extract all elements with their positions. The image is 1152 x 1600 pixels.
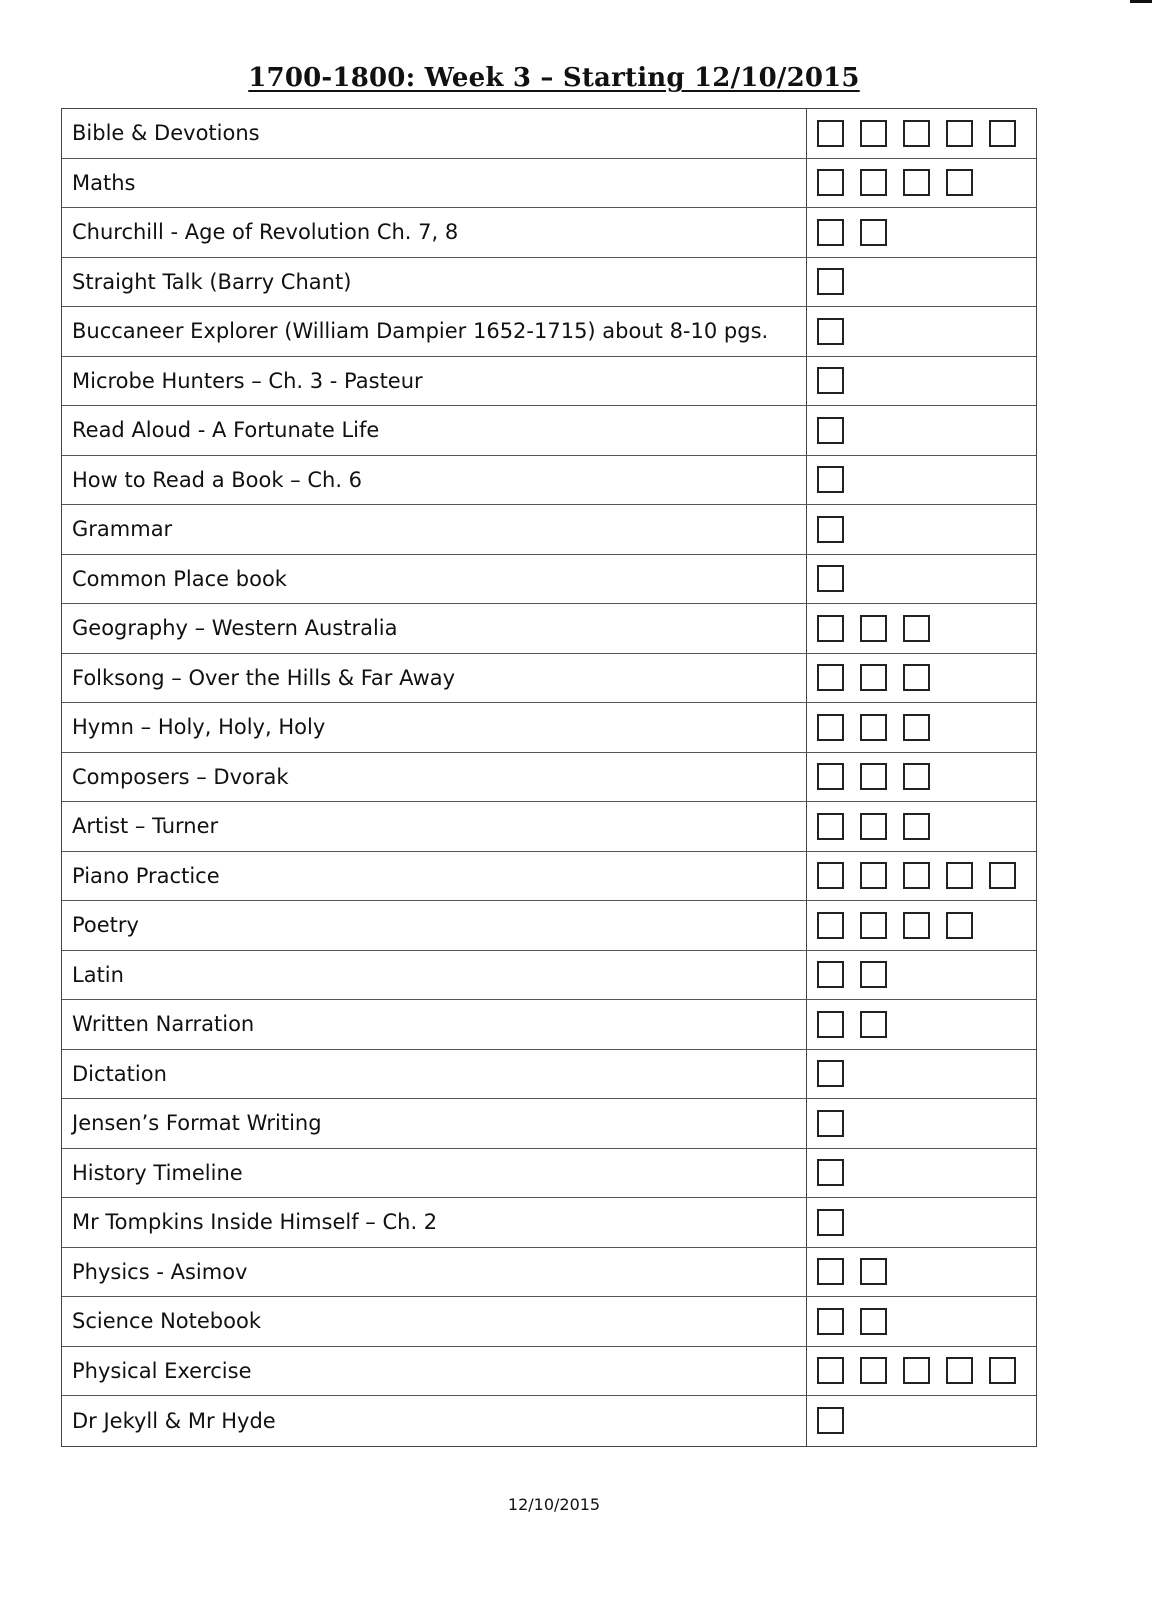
task-checkbox[interactable] xyxy=(903,1357,930,1384)
checklist-row xyxy=(62,258,1036,308)
task-label: Physics - Asimov xyxy=(62,1248,807,1297)
task-checkbox[interactable] xyxy=(817,219,844,246)
task-checkbox[interactable] xyxy=(903,912,930,939)
checkbox-group xyxy=(807,654,1036,703)
task-checkbox[interactable] xyxy=(817,1209,844,1236)
checklist-row xyxy=(62,555,1036,605)
task-checkbox[interactable] xyxy=(860,120,887,147)
task-checkbox[interactable] xyxy=(817,367,844,394)
checklist-row xyxy=(62,109,1036,159)
task-checkbox[interactable] xyxy=(903,763,930,790)
task-checkbox[interactable] xyxy=(946,169,973,196)
checkbox-group xyxy=(807,555,1036,604)
task-label: Read Aloud - A Fortunate Life xyxy=(62,406,807,455)
task-label: Bible & Devotions xyxy=(62,109,807,158)
task-checkbox[interactable] xyxy=(817,120,844,147)
weekly-checklist-table xyxy=(61,108,1037,1447)
task-checkbox[interactable] xyxy=(903,120,930,147)
checkbox-group xyxy=(807,802,1036,851)
task-checkbox[interactable] xyxy=(860,1357,887,1384)
checklist-row xyxy=(62,852,1036,902)
checkbox-group xyxy=(807,604,1036,653)
task-label: Maths xyxy=(62,159,807,208)
task-checkbox[interactable] xyxy=(903,664,930,691)
checkbox-group xyxy=(807,1000,1036,1049)
checklist-row xyxy=(62,753,1036,803)
scan-corner-mark xyxy=(1130,0,1152,3)
checklist-row xyxy=(62,802,1036,852)
task-label: Piano Practice xyxy=(62,852,807,901)
task-checkbox[interactable] xyxy=(903,169,930,196)
checkbox-group xyxy=(807,1099,1036,1148)
task-checkbox[interactable] xyxy=(946,912,973,939)
task-checkbox[interactable] xyxy=(817,565,844,592)
task-label: Poetry xyxy=(62,901,807,950)
task-label: Artist – Turner xyxy=(62,802,807,851)
checkbox-group xyxy=(807,406,1036,455)
task-checkbox[interactable] xyxy=(860,169,887,196)
task-checkbox[interactable] xyxy=(903,615,930,642)
task-label: Science Notebook xyxy=(62,1297,807,1346)
checkbox-group xyxy=(807,109,1036,158)
task-checkbox[interactable] xyxy=(817,169,844,196)
task-checkbox[interactable] xyxy=(989,862,1016,889)
checkbox-group xyxy=(807,1050,1036,1099)
task-checkbox[interactable] xyxy=(817,862,844,889)
checklist-row xyxy=(62,208,1036,258)
checkbox-group xyxy=(807,852,1036,901)
task-label: Folksong – Over the Hills & Far Away xyxy=(62,654,807,703)
task-checkbox[interactable] xyxy=(817,318,844,345)
task-checkbox[interactable] xyxy=(817,1110,844,1137)
checkbox-group xyxy=(807,1347,1036,1396)
checkbox-group xyxy=(807,703,1036,752)
task-checkbox[interactable] xyxy=(860,615,887,642)
task-label: Jensen’s Format Writing xyxy=(62,1099,807,1148)
task-checkbox[interactable] xyxy=(817,763,844,790)
task-checkbox[interactable] xyxy=(817,615,844,642)
task-checkbox[interactable] xyxy=(860,961,887,988)
task-label: Grammar xyxy=(62,505,807,554)
checklist-row xyxy=(62,654,1036,704)
task-checkbox[interactable] xyxy=(817,1407,844,1434)
task-checkbox[interactable] xyxy=(860,813,887,840)
task-label: Written Narration xyxy=(62,1000,807,1049)
checkbox-group xyxy=(807,1297,1036,1346)
page-title: 1700-1800: Week 3 – Starting 12/10/2015 xyxy=(248,63,860,94)
checkbox-group xyxy=(807,307,1036,356)
task-checkbox[interactable] xyxy=(903,862,930,889)
checklist-row xyxy=(62,505,1036,555)
task-checkbox[interactable] xyxy=(817,516,844,543)
checklist-row xyxy=(62,951,1036,1001)
checklist-row xyxy=(62,703,1036,753)
task-label: Physical Exercise xyxy=(62,1347,807,1396)
checklist-row xyxy=(62,406,1036,456)
task-checkbox[interactable] xyxy=(946,1357,973,1384)
task-checkbox[interactable] xyxy=(903,714,930,741)
checkbox-group xyxy=(807,456,1036,505)
task-checkbox[interactable] xyxy=(817,1258,844,1285)
task-checkbox[interactable] xyxy=(860,714,887,741)
task-checkbox[interactable] xyxy=(817,714,844,741)
checklist-row xyxy=(62,1149,1036,1199)
checklist-row xyxy=(62,1198,1036,1248)
checklist-row xyxy=(62,456,1036,506)
task-checkbox[interactable] xyxy=(946,862,973,889)
task-checkbox[interactable] xyxy=(817,1357,844,1384)
checklist-row xyxy=(62,1099,1036,1149)
task-checkbox[interactable] xyxy=(860,219,887,246)
checklist-row xyxy=(62,1248,1036,1298)
task-label: Mr Tompkins Inside Himself – Ch. 2 xyxy=(62,1198,807,1247)
checkbox-group xyxy=(807,159,1036,208)
checklist-row xyxy=(62,1000,1036,1050)
checklist-row xyxy=(62,901,1036,951)
task-label: Churchill - Age of Revolution Ch. 7, 8 xyxy=(62,208,807,257)
task-checkbox[interactable] xyxy=(817,1060,844,1087)
footer-date: 12/10/2015 xyxy=(507,1495,601,1514)
task-checkbox[interactable] xyxy=(817,417,844,444)
checkbox-group xyxy=(807,1149,1036,1198)
task-checkbox[interactable] xyxy=(860,912,887,939)
checkbox-group xyxy=(807,505,1036,554)
task-checkbox[interactable] xyxy=(817,961,844,988)
task-checkbox[interactable] xyxy=(903,813,930,840)
task-checkbox[interactable] xyxy=(817,466,844,493)
task-checkbox[interactable] xyxy=(860,1258,887,1285)
task-checkbox[interactable] xyxy=(817,268,844,295)
checkbox-group xyxy=(807,208,1036,257)
task-checkbox[interactable] xyxy=(860,664,887,691)
checklist-row xyxy=(62,604,1036,654)
task-label: Geography – Western Australia xyxy=(62,604,807,653)
task-label: Dictation xyxy=(62,1050,807,1099)
task-checkbox[interactable] xyxy=(860,862,887,889)
checkbox-group xyxy=(807,901,1036,950)
task-label: History Timeline xyxy=(62,1149,807,1198)
task-label: Hymn – Holy, Holy, Holy xyxy=(62,703,807,752)
checklist-row xyxy=(62,1347,1036,1397)
task-checkbox[interactable] xyxy=(946,120,973,147)
task-checkbox[interactable] xyxy=(817,1011,844,1038)
checkbox-group xyxy=(807,1198,1036,1247)
task-checkbox[interactable] xyxy=(817,1308,844,1335)
checklist-row xyxy=(62,307,1036,357)
task-checkbox[interactable] xyxy=(989,1357,1016,1384)
task-label: How to Read a Book – Ch. 6 xyxy=(62,456,807,505)
checklist-row xyxy=(62,1297,1036,1347)
checklist-row xyxy=(62,357,1036,407)
task-label: Common Place book xyxy=(62,555,807,604)
checklist-row xyxy=(62,159,1036,209)
task-checkbox[interactable] xyxy=(817,912,844,939)
task-checkbox[interactable] xyxy=(817,664,844,691)
checklist-row xyxy=(62,1050,1036,1100)
task-label: Latin xyxy=(62,951,807,1000)
task-label: Dr Jekyll & Mr Hyde xyxy=(62,1396,807,1446)
task-checkbox[interactable] xyxy=(817,813,844,840)
task-label: Microbe Hunters – Ch. 3 - Pasteur xyxy=(62,357,807,406)
checklist-row xyxy=(62,1396,1036,1446)
checkbox-group xyxy=(807,753,1036,802)
task-label: Composers – Dvorak xyxy=(62,753,807,802)
checkbox-group xyxy=(807,258,1036,307)
task-label: Straight Talk (Barry Chant) xyxy=(62,258,807,307)
checkbox-group xyxy=(807,1248,1036,1297)
task-checkbox[interactable] xyxy=(817,1159,844,1186)
checkbox-group xyxy=(807,1396,1036,1446)
checkbox-group xyxy=(807,357,1036,406)
task-checkbox[interactable] xyxy=(860,1011,887,1038)
task-checkbox[interactable] xyxy=(860,1308,887,1335)
task-checkbox[interactable] xyxy=(989,120,1016,147)
checkbox-group xyxy=(807,951,1036,1000)
task-label: Buccaneer Explorer (William Dampier 1652-1715) about 8-10 pgs. xyxy=(62,307,807,356)
task-checkbox[interactable] xyxy=(860,763,887,790)
